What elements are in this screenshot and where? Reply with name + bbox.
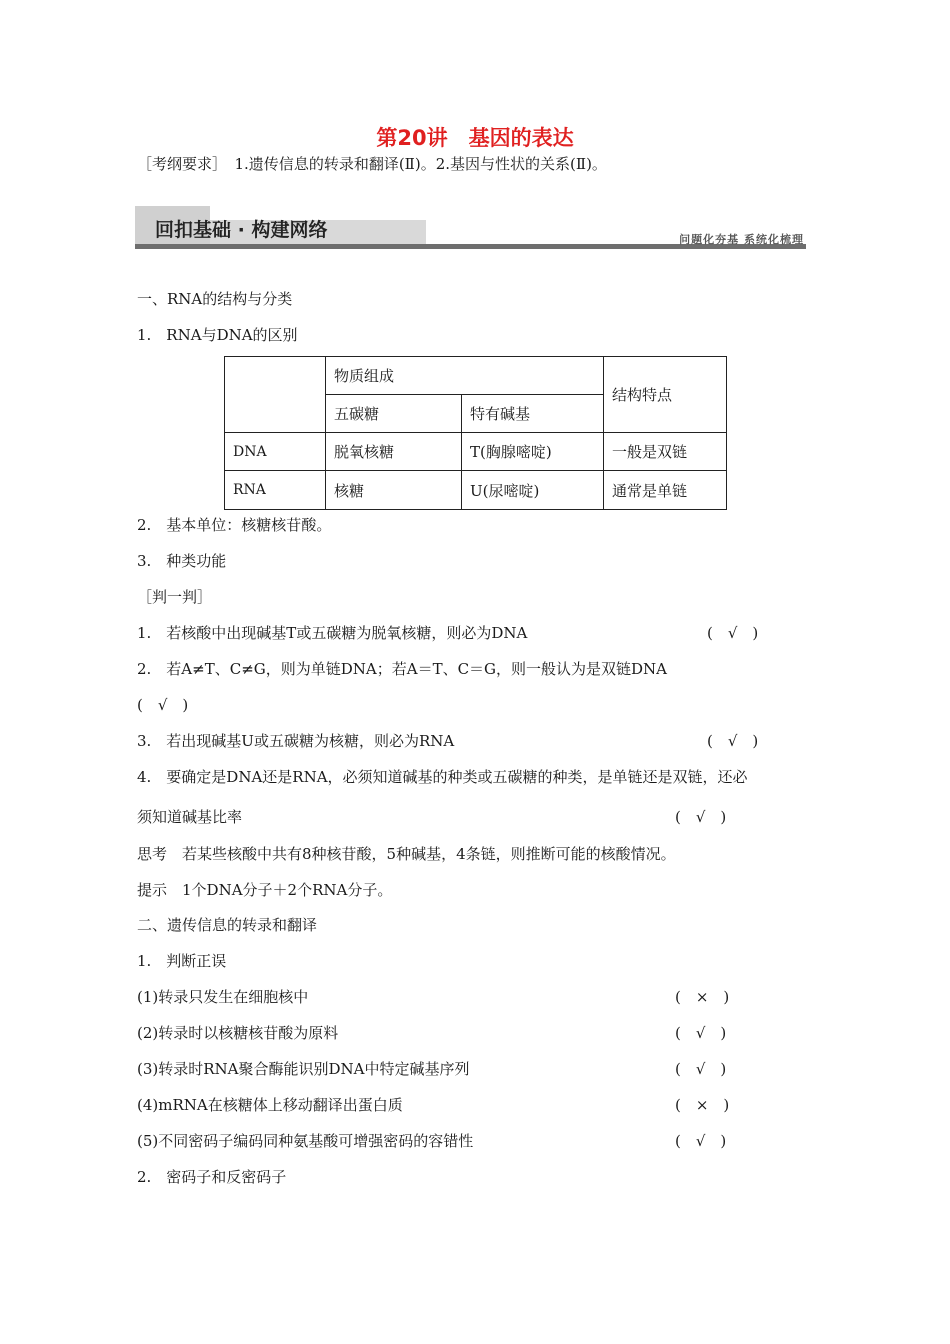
table-cell: DNA xyxy=(225,433,326,471)
table-row xyxy=(225,433,727,471)
judgement-mark: ( √ ) xyxy=(675,1024,727,1042)
judge-heading: ［判一判］ xyxy=(137,588,213,606)
judgement-mark: ( × ) xyxy=(675,1096,730,1114)
hint-text: 提示 1个DNA分子＋2个RNA分子。 xyxy=(137,881,393,899)
section2-item1: 1. 判断正误 xyxy=(137,952,227,970)
section1-heading: 一、RNA的结构与分类 xyxy=(137,290,293,308)
question-3-mark: ( √ ) xyxy=(707,732,759,750)
table-corner-cell xyxy=(225,357,326,433)
judgement-item: (5)不同密码子编码同种氨基酸可增强密码的容错性 xyxy=(137,1132,474,1150)
table-header-structure: 结构特点 xyxy=(604,357,727,433)
section1-item1: 1. RNA与DNA的区别 xyxy=(137,326,298,344)
question-1-mark: ( √ ) xyxy=(707,624,759,642)
question-4-line2: 须知道碱基比率 xyxy=(137,808,243,826)
table-cell: U(尿嘧啶) xyxy=(462,471,604,510)
table-cell: 脱氧核糖 xyxy=(326,433,462,471)
table-cell: RNA xyxy=(225,471,326,510)
section1-item2: 2. 基本单位：核糖核苷酸。 xyxy=(137,516,332,534)
banner-title: 回扣基础 · 构建网络 xyxy=(155,219,328,241)
table-cell: 通常是单链 xyxy=(604,471,727,510)
banner-subtitle: 问题化夯基 系统化梳理 xyxy=(679,233,804,246)
table-header-sugar: 五碳糖 xyxy=(326,395,462,433)
judgement-item: (1)转录只发生在细胞核中 xyxy=(137,988,309,1006)
section2-heading: 二、遗传信息的转录和翻译 xyxy=(137,916,318,934)
judgement-mark: ( √ ) xyxy=(675,1132,727,1150)
page-title: 第20讲 基因的表达 xyxy=(376,126,574,150)
table-cell: 一般是双链 xyxy=(604,433,727,471)
question-4-mark: ( √ ) xyxy=(675,808,727,826)
table-cell: 核糖 xyxy=(326,471,462,510)
table-cell: T(胸腺嘧啶) xyxy=(462,433,604,471)
table-header-base: 特有碱基 xyxy=(462,395,604,433)
question-3: 3. 若出现碱基U或五碳糖为核糖，则必为RNA xyxy=(137,732,455,750)
judgement-item: (2)转录时以核糖核苷酸为原料 xyxy=(137,1024,339,1042)
table-header-material: 物质组成 xyxy=(326,357,604,395)
section-banner xyxy=(135,206,806,250)
question-4-line1: 4. 要确定是DNA还是RNA，必须知道碱基的种类或五碳糖的种类，是单链还是双链，还必 xyxy=(137,768,748,786)
judgement-item: (3)转录时RNA聚合酶能识别DNA中特定碱基序列 xyxy=(137,1060,470,1078)
judgement-mark: ( √ ) xyxy=(675,1060,727,1078)
judgement-mark: ( × ) xyxy=(675,988,730,1006)
dna-rna-comparison-table xyxy=(224,356,727,510)
question-1: 1. 若核酸中出现碱基T或五碳糖为脱氧核糖，则必为DNA xyxy=(137,624,528,642)
think-prompt: 思考 若某些核酸中共有8种核苷酸，5种碱基，4条链，则推断可能的核酸情况。 xyxy=(137,845,676,863)
section1-item3: 3. 种类功能 xyxy=(137,552,227,570)
table-row xyxy=(225,471,727,510)
question-2: 2. 若A≠T、C≠G，则为单链DNA；若A＝T、C＝G，则一般认为是双链DNA xyxy=(137,660,668,678)
syllabus-requirement: ［考纲要求］ 1.遗传信息的转录和翻译(Ⅱ)。2.基因与性状的关系(Ⅱ)。 xyxy=(137,155,607,173)
question-2-mark: ( √ ) xyxy=(137,696,189,714)
judgement-item: (4)mRNA在核糖体上移动翻译出蛋白质 xyxy=(137,1096,403,1114)
section2-item2: 2. 密码子和反密码子 xyxy=(137,1168,287,1186)
